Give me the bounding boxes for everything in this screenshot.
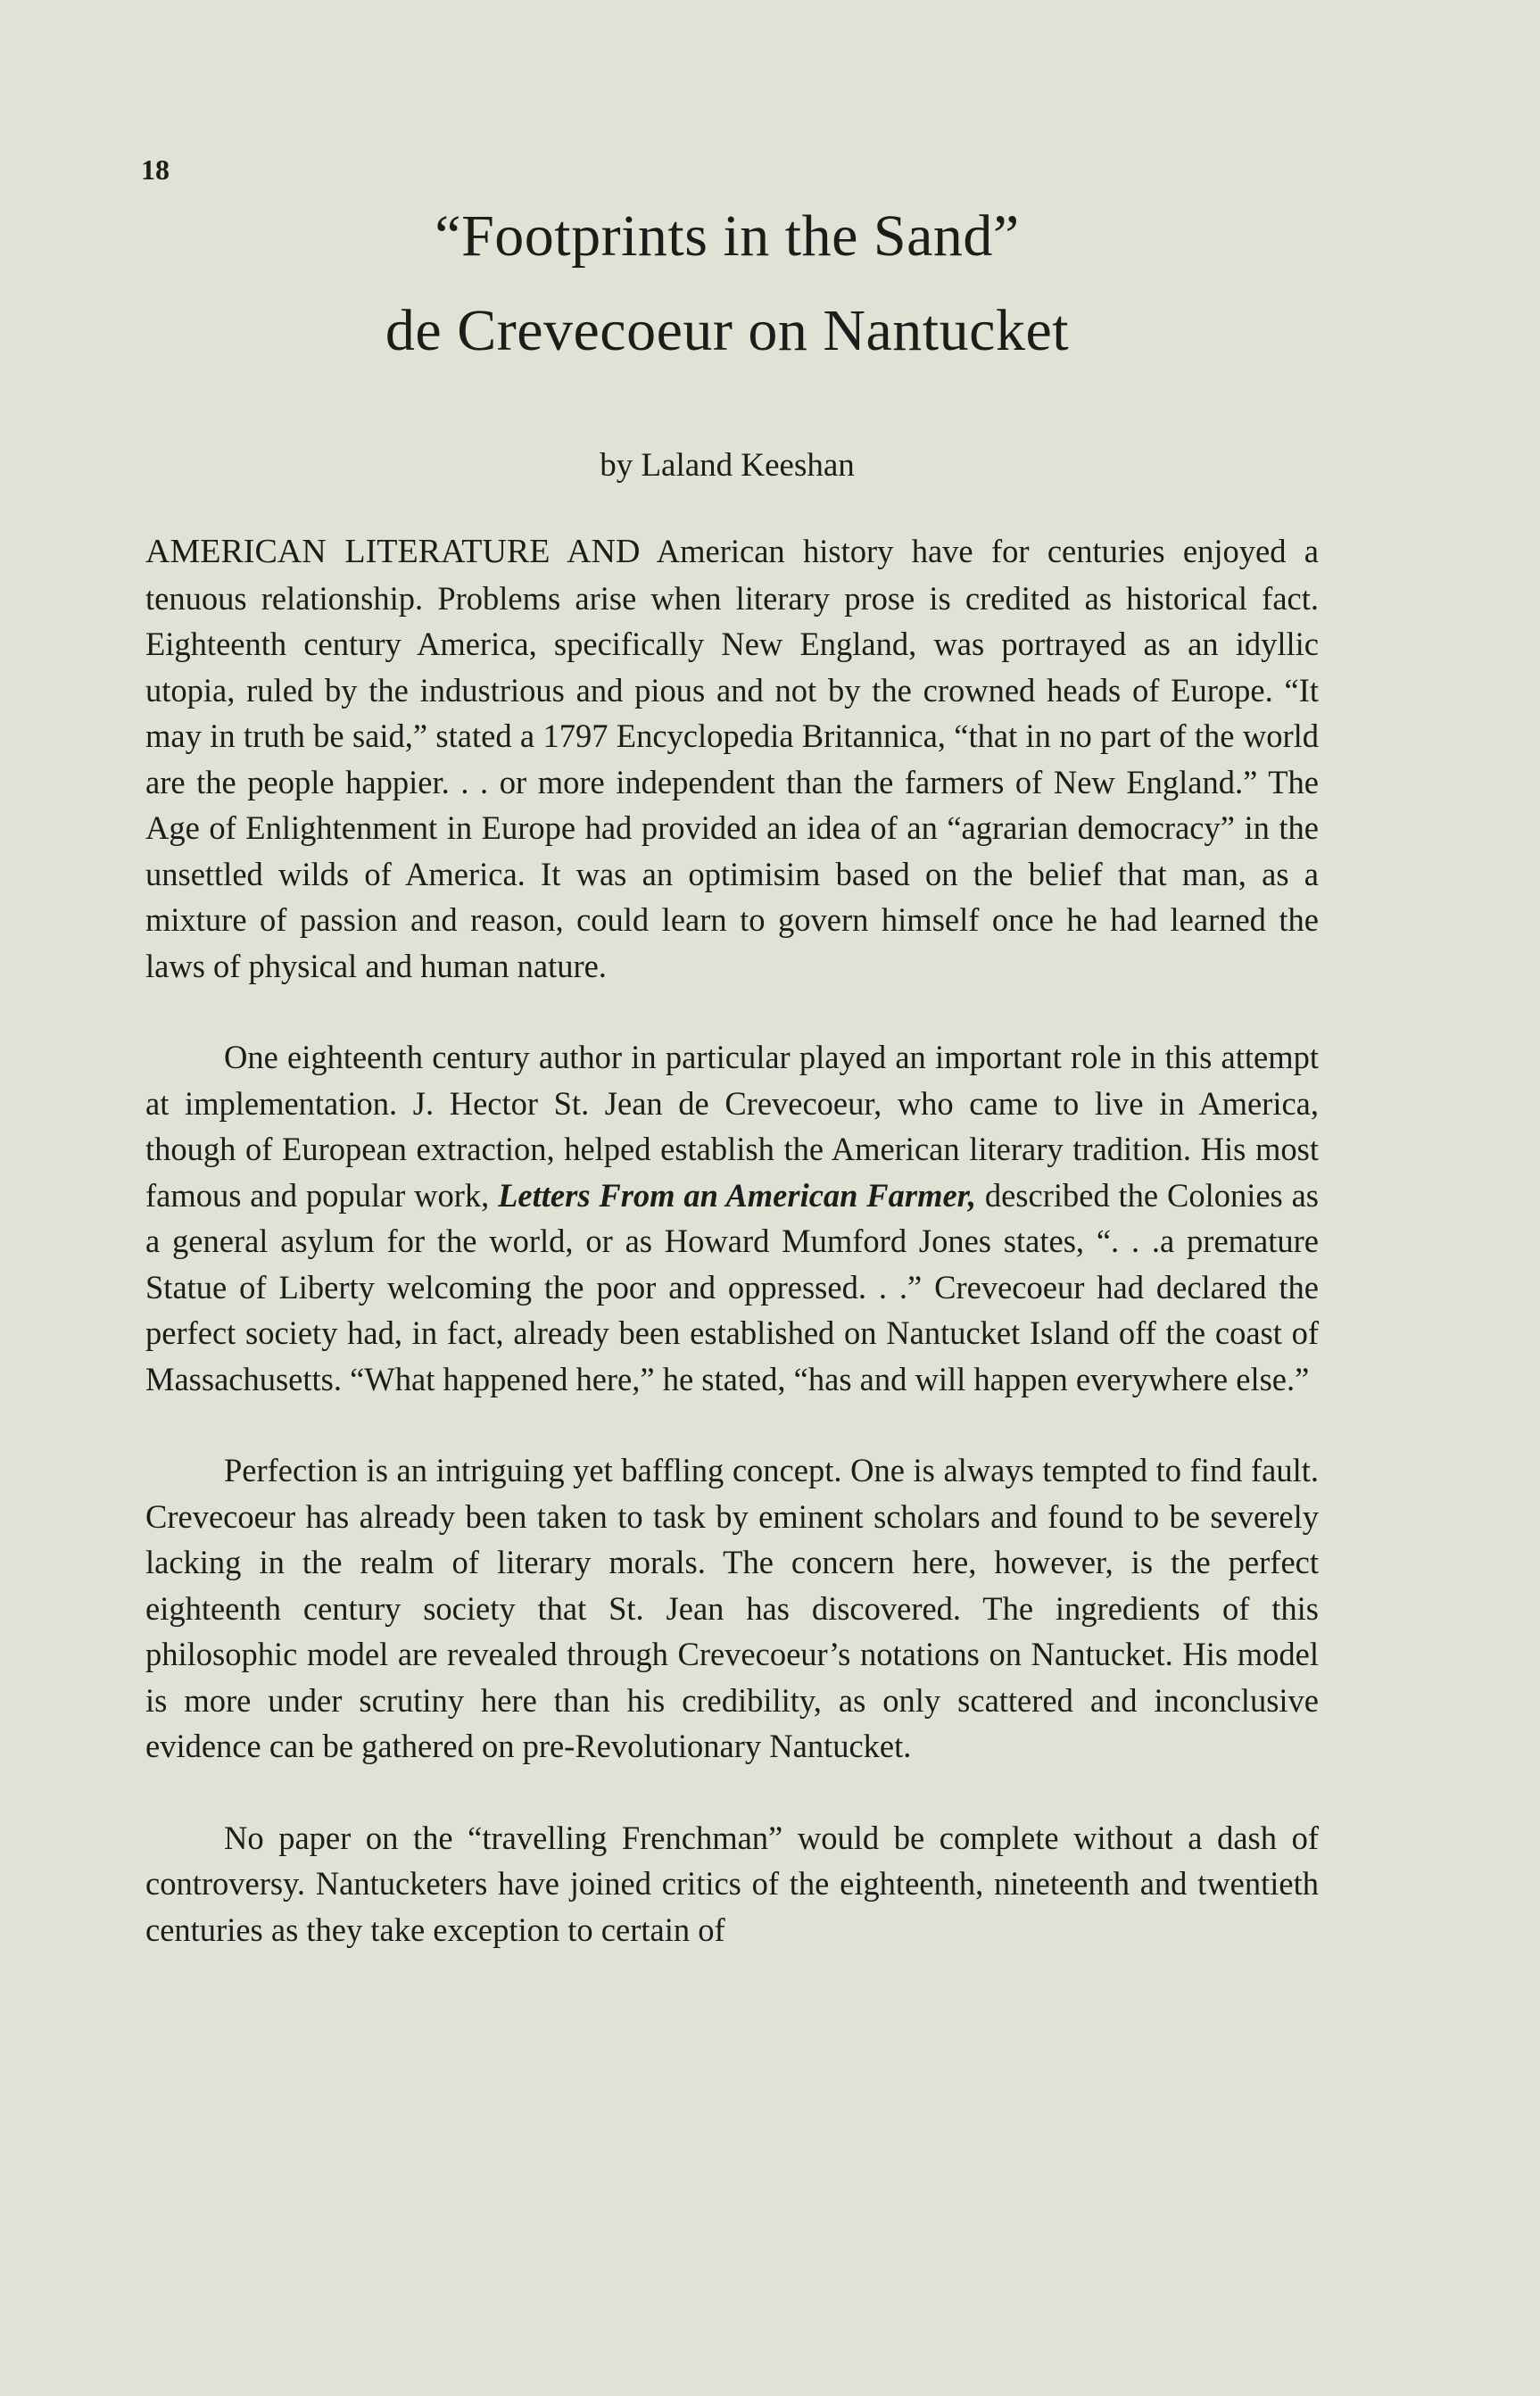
paragraph-3: Perfection is an intriguing yet baffling concept. One is always tempted to find fault. Crevecoeur has already been taken to task by eminent scholars and found to be severely lacking in the realm of literary morals. The concern here, however, is the perfect eighteenth century society that St. Jean has discovered. The ingredients of this philosophic model are revealed through Crevecoeur’s notations on Nantucket. His model is more under scrutiny here than his credibility, as only scattered and inconclusive evidence can be gathered on pre-Revolutionary Nantucket. [145, 1452, 1319, 1764]
paragraph-1-text: American history have for centuries enjoyed a tenuous relationship. Problems arise when literary prose is credited as historical fact. Eighteenth century America, specifically New England, was portrayed as an idyllic utopia, ruled by the industrious and pious and not by the crowned heads of Europe. “It may in truth be said,” stated a 1797 Encyclopedia Britannica, “that in no part of the world are the people happier. . . or more independent than the farmers of New England.” The Age of Enlightenment in Europe had provided an idea of an “agrarian democracy” in the unsettled wilds of America. It was an optimisim based on the belief that man, as a mixture of passion and reason, could learn to govern himself once he had learned the laws of physical and human nature. [145, 533, 1320, 984]
paragraph-2-text-before: One eighteenth century author in particular played an important role in this attempt at implementation. J. Hector St. Jean de Crevecoeur, who came to live in America, though of European extraction, helped establish the American literary tradition. His most famous and popular work, [145, 1039, 1319, 1214]
lead-caps: AMERICAN LITERATURE AND [145, 533, 641, 570]
paragraph-1 [145, 528, 1319, 989]
byline: by Laland Keeshan [600, 447, 855, 484]
book-title: Letters From an American Farmer, [498, 1176, 977, 1214]
paragraph-4: No paper on the “travelling Frenchman” would be complete without a dash of controversy. Nantucketers have joined critics of the eighteenth, nineteenth and twentieth centuries as they take exception to certain of [145, 1819, 1319, 1948]
article-body [145, 528, 1319, 1998]
page-number: 18 [141, 153, 170, 186]
article-title-line-2: de Crevecoeur on Nantucket [385, 298, 1070, 363]
paragraph-2-text-after: described the Colonies as a general asylum for the world, or as Howard Mumford Jones states, “. . .a premature Statue of Liberty welcoming the poor and oppressed. . .” Crevecoeur had declared the perfect society had, in fact, already been established on Nantucket Island off the coast of Massachusetts. “What happened here,” he stated, “has and will happen everywhere else.” [145, 1176, 1319, 1397]
paragraph-2 [145, 1034, 1319, 1402]
article-title-line-1: “Footprints in the Sand” [435, 203, 1020, 269]
